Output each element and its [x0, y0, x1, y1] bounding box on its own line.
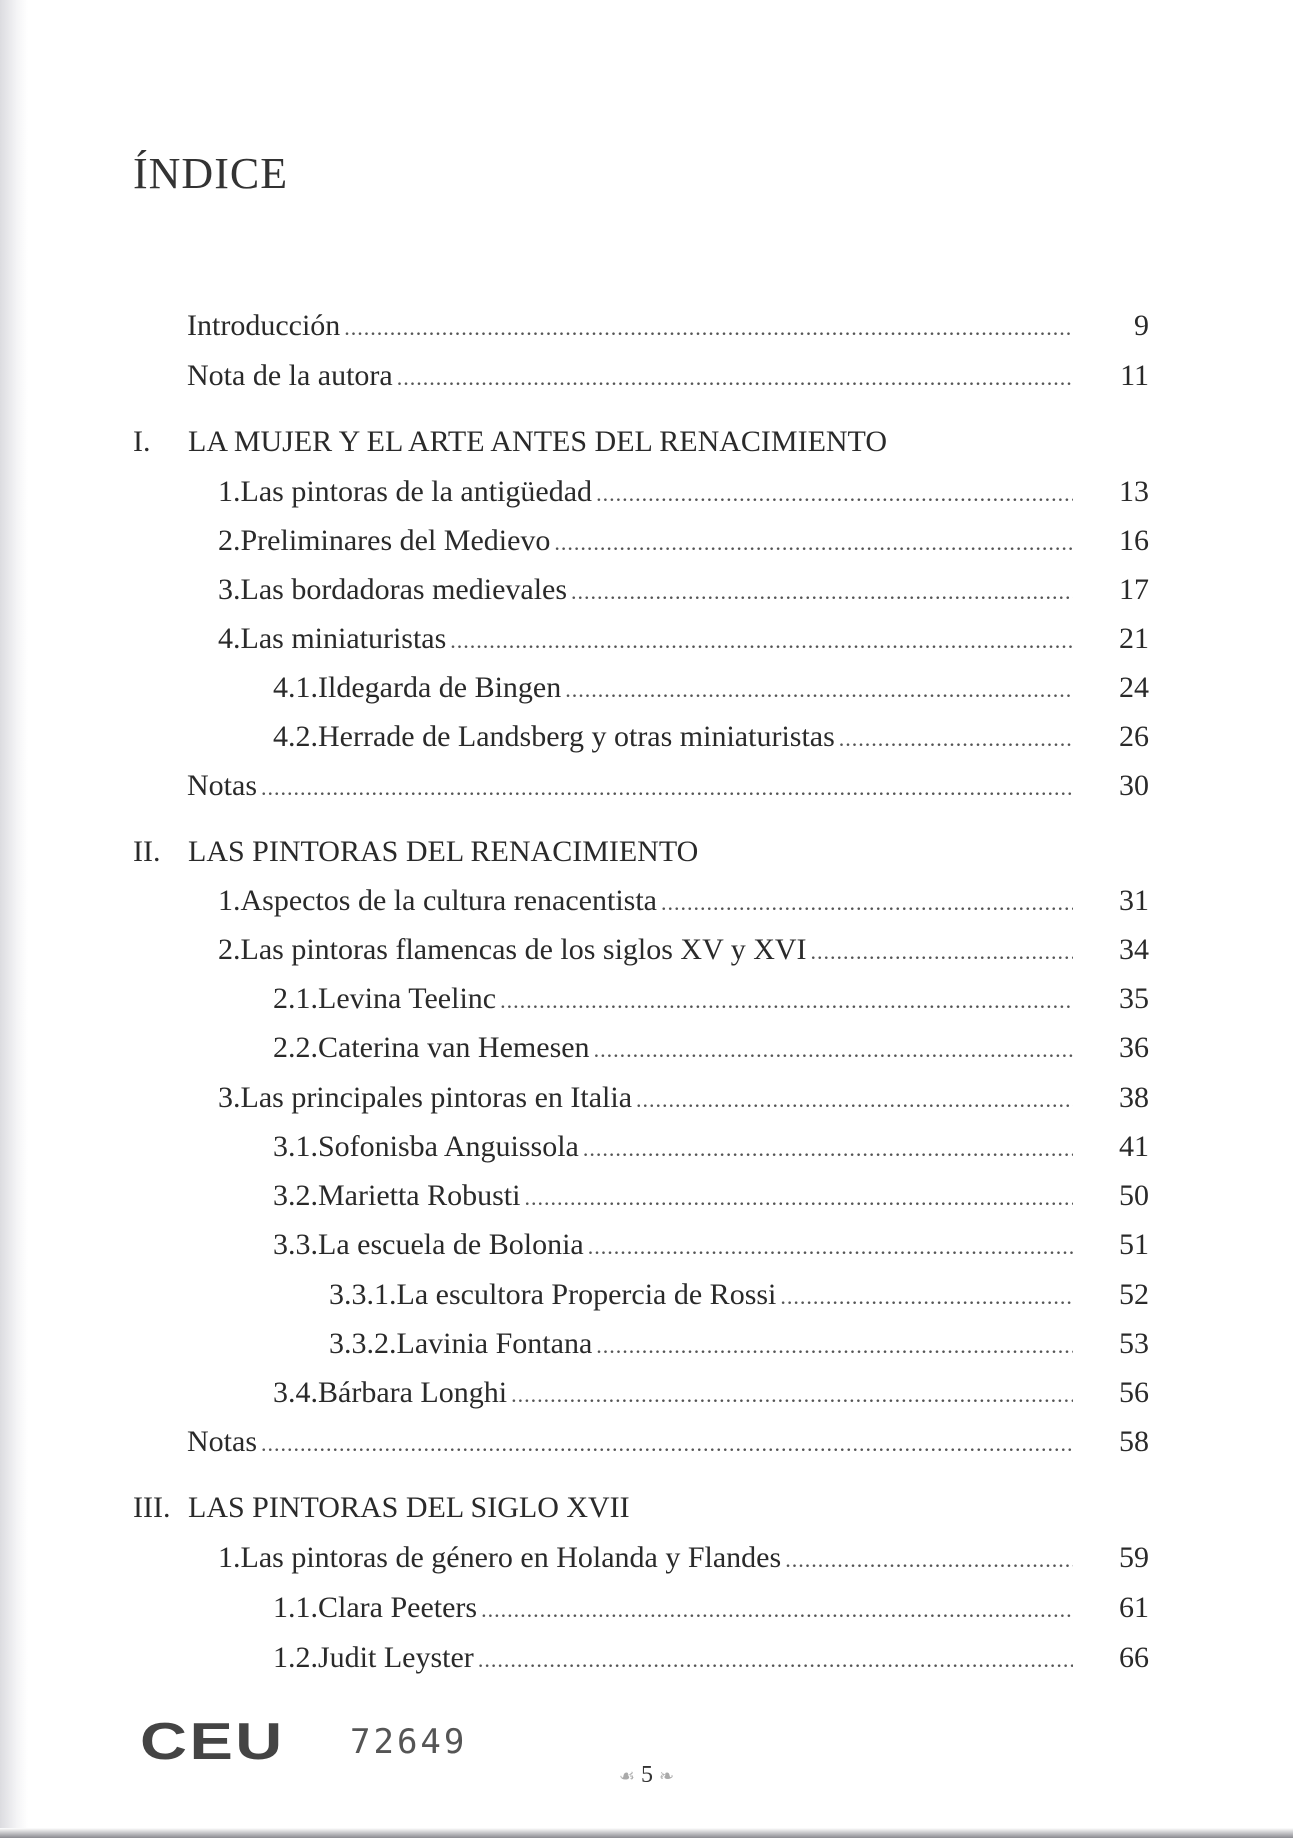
page-footer	[0, 1762, 1293, 1789]
toc-entry-number: 2.2.	[273, 1031, 318, 1064]
toc-entry-label: Aspectos de la cultura renacentista	[240, 884, 657, 917]
chapter-number: III.	[133, 1491, 171, 1524]
toc-entry[interactable]	[273, 1375, 1149, 1411]
toc-entry[interactable]	[218, 1080, 1149, 1116]
toc-entry-page: 52	[1119, 1278, 1149, 1311]
toc-entry-page: 34	[1119, 933, 1149, 966]
toc-entry-page: 35	[1119, 982, 1149, 1015]
dot-leader	[811, 934, 1073, 970]
page-bottom-edge	[0, 1828, 1293, 1838]
toc-entry-page: 17	[1119, 573, 1149, 606]
toc-entry-label: Las miniaturistas	[240, 622, 447, 655]
toc-entry-number: 3.1.	[273, 1130, 318, 1163]
toc-entry-label: Herrade de Landsberg y otras miniaturistas	[318, 720, 835, 753]
toc-entry-page: 50	[1119, 1179, 1149, 1212]
toc-entry-number: 2.	[218, 524, 241, 557]
library-stamp: CEU	[140, 1713, 285, 1771]
toc-entry[interactable]	[218, 523, 1149, 559]
toc-entry[interactable]	[218, 1540, 1149, 1576]
dot-leader	[594, 1032, 1073, 1068]
toc-entry-label: Judit Leyster	[318, 1641, 474, 1674]
toc-entry-label: Sofonisba Anguissola	[318, 1130, 579, 1163]
toc-entry-label: Clara Peeters	[318, 1591, 478, 1624]
toc-entry-page: 26	[1119, 720, 1149, 753]
dot-leader	[344, 310, 1073, 346]
dot-leader	[785, 1542, 1073, 1578]
dot-leader	[780, 1279, 1073, 1315]
toc-entry-number: 3.	[218, 573, 241, 606]
toc-entry-page: 36	[1119, 1031, 1149, 1064]
toc-entry[interactable]	[218, 474, 1149, 510]
library-code: 72649	[350, 1722, 468, 1762]
dot-leader	[596, 476, 1073, 512]
dot-leader	[261, 1426, 1073, 1462]
dot-leader	[261, 770, 1073, 806]
toc-entry-page: 30	[1119, 769, 1149, 802]
dot-leader	[571, 574, 1073, 610]
toc-entry[interactable]	[273, 670, 1149, 706]
dot-leader	[450, 623, 1073, 659]
dot-leader	[839, 721, 1073, 757]
toc-entry[interactable]	[187, 308, 1149, 344]
dot-leader	[478, 1642, 1073, 1678]
toc-entry[interactable]	[329, 1277, 1149, 1313]
toc-entry-number: 2.1.	[273, 982, 318, 1015]
toc-entry[interactable]	[273, 1227, 1149, 1263]
chapter-title: LA MUJER Y EL ARTE ANTES DEL RENACIMIENTO	[188, 425, 888, 458]
toc-entry-label: Bárbara Longhi	[318, 1376, 508, 1409]
toc-entry-number: 3.4.	[273, 1376, 318, 1409]
toc-entry-number: 1.1.	[273, 1591, 318, 1624]
toc-entry-number: 4.1.	[273, 671, 318, 704]
toc-entry[interactable]	[218, 932, 1149, 968]
toc-entry-page: 56	[1119, 1376, 1149, 1409]
toc-entry-label: Caterina van Hemesen	[318, 1031, 590, 1064]
toc-entry-label: Ildegarda de Bingen	[318, 671, 562, 704]
toc-entry-page: 51	[1119, 1228, 1149, 1261]
toc-entry-page: 41	[1119, 1130, 1149, 1163]
dot-leader	[554, 525, 1073, 561]
toc-entry-label: Las principales pintoras en Italia	[240, 1081, 633, 1114]
toc-entry-number: 2.	[218, 933, 241, 966]
toc-entry-number: 3.3.2.	[329, 1327, 397, 1360]
toc-entry-label: Las pintoras flamencas de los siglos XV y XVI	[240, 933, 807, 966]
toc-entry-page: 53	[1119, 1327, 1149, 1360]
toc-entry-label: La escultora Propercia de Rossi	[396, 1278, 777, 1311]
toc-entry-number: 3.	[218, 1081, 241, 1114]
toc-entry-number: 1.	[218, 884, 241, 917]
toc-entry-label: La escuela de Bolonia	[318, 1228, 584, 1261]
dot-leader	[500, 983, 1073, 1019]
dot-leader	[511, 1377, 1073, 1413]
toc-entry-page: 21	[1119, 622, 1149, 655]
toc-entry-label: Preliminares del Medievo	[240, 524, 551, 557]
dot-leader	[661, 885, 1073, 921]
toc-notes-entry[interactable]	[187, 768, 1149, 804]
toc-entry-label: Notas	[187, 769, 257, 802]
toc-entry-number: 4.	[218, 622, 241, 655]
dot-leader	[583, 1131, 1073, 1167]
toc-entry[interactable]	[187, 358, 1149, 394]
dot-leader	[596, 1328, 1073, 1364]
toc-entry-page: 11	[1120, 359, 1149, 392]
toc-entry-number: 3.2.	[273, 1179, 318, 1212]
toc-entry-page: 31	[1119, 884, 1149, 917]
toc-entry-page: 59	[1119, 1541, 1149, 1574]
toc-entry-page: 9	[1134, 309, 1149, 342]
toc-entry[interactable]	[273, 1129, 1149, 1165]
toc-entry-number: 4.2.	[273, 720, 318, 753]
toc-entry-page: 24	[1119, 671, 1149, 704]
toc-entry[interactable]	[218, 621, 1149, 657]
toc-entry-page: 66	[1119, 1641, 1149, 1674]
toc-notes-entry[interactable]	[187, 1424, 1149, 1460]
toc-entry-number: 3.3.	[273, 1228, 318, 1261]
toc-entry[interactable]	[218, 572, 1149, 608]
toc-entry-label: Lavinia Fontana	[396, 1327, 593, 1360]
toc-entry-number: 3.3.1.	[329, 1278, 397, 1311]
ornament-right-icon: ❧	[659, 1766, 675, 1786]
toc-entry[interactable]	[218, 883, 1149, 919]
chapter-number: II.	[133, 835, 161, 868]
dot-leader	[636, 1082, 1073, 1118]
page-title: ÍNDICE	[133, 149, 289, 198]
chapter-title: LAS PINTORAS DEL SIGLO XVII	[188, 1491, 630, 1524]
toc-entry-label: Notas	[187, 1425, 257, 1458]
toc-entry-page: 16	[1119, 524, 1149, 557]
chapter-heading[interactable]	[133, 834, 698, 870]
toc-entry-page: 61	[1119, 1591, 1149, 1624]
toc-entry-label: Marietta Robusti	[318, 1179, 521, 1212]
toc-entry-page: 58	[1119, 1425, 1149, 1458]
dot-leader	[565, 672, 1073, 708]
toc-entry-number: 1.	[218, 1541, 241, 1574]
toc-entry[interactable]	[273, 1178, 1149, 1214]
ornament-left-icon: ☙	[618, 1766, 636, 1786]
chapter-heading[interactable]	[133, 424, 887, 460]
toc-entry[interactable]	[273, 1640, 1149, 1676]
page-gutter-shadow	[0, 0, 28, 1838]
toc-entry[interactable]	[273, 1030, 1149, 1066]
toc-entry-page: 38	[1119, 1081, 1149, 1114]
page-number: 5	[641, 1762, 654, 1788]
toc-entry-label: Introducción	[187, 309, 341, 342]
toc-entry[interactable]	[273, 1590, 1149, 1626]
dot-leader	[397, 360, 1073, 396]
toc-entry-number: 1.2.	[273, 1641, 318, 1674]
toc-entry-number: 1.	[218, 475, 241, 508]
chapter-number: I.	[133, 425, 151, 458]
dot-leader	[481, 1592, 1073, 1628]
toc-entry-page: 13	[1119, 475, 1149, 508]
dot-leader	[588, 1229, 1073, 1265]
toc-entry-label: Levina Teelinc	[318, 982, 497, 1015]
toc-entry-label: Nota de la autora	[187, 359, 393, 392]
toc-entry-label: Las pintoras de género en Holanda y Flandes	[240, 1541, 782, 1574]
chapter-title: LAS PINTORAS DEL RENACIMIENTO	[188, 835, 699, 868]
toc-entry[interactable]	[273, 981, 1149, 1017]
dot-leader	[524, 1180, 1073, 1216]
toc-entry-label: Las bordadoras medievales	[240, 573, 568, 606]
toc-entry[interactable]	[329, 1326, 1149, 1362]
toc-entry[interactable]	[273, 719, 1149, 755]
chapter-heading[interactable]	[133, 1490, 630, 1526]
toc-entry-label: Las pintoras de la antigüedad	[240, 475, 593, 508]
